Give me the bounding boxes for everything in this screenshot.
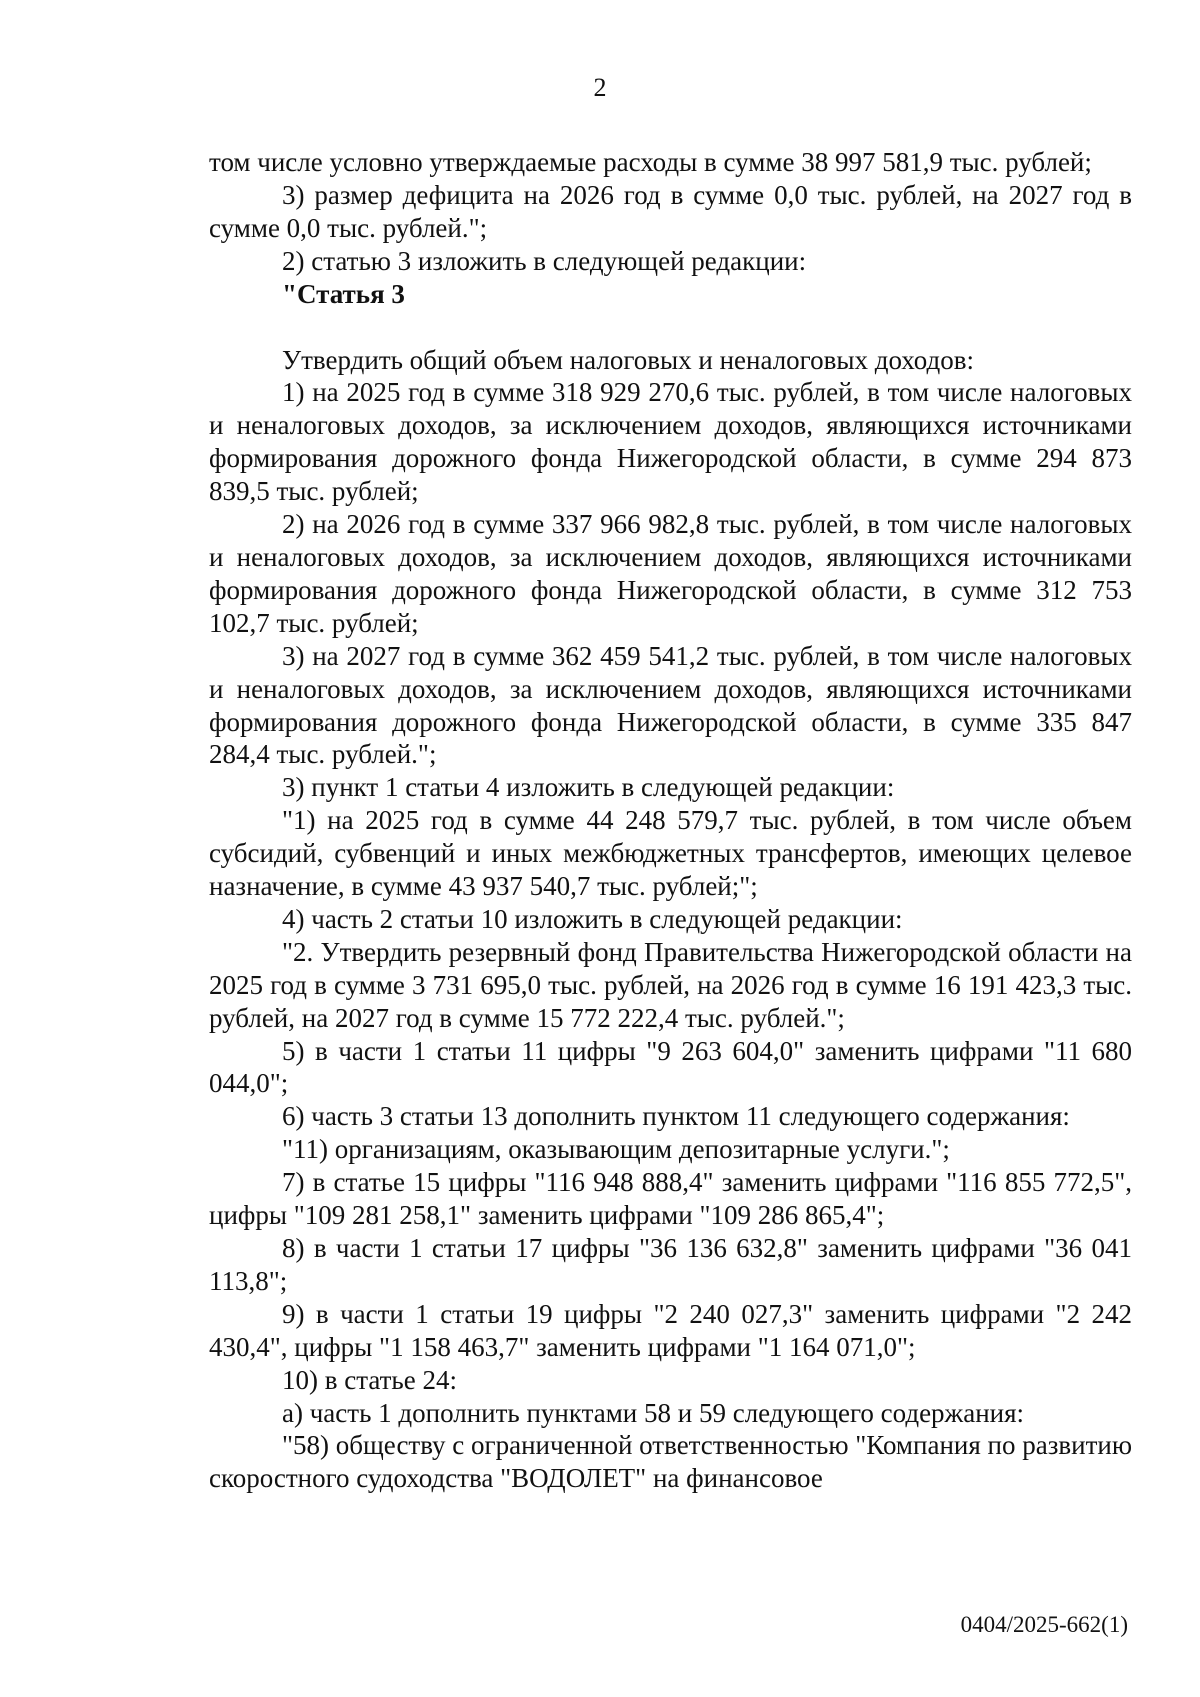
- paragraph-article10-intro: 4) часть 2 статьи 10 изложить в следующей редакции:: [282, 903, 903, 934]
- paragraph-article24-intro: 10) в статье 24:: [282, 1364, 457, 1395]
- paragraph-article4-text: "1) на 2025 год в сумме 44 248 579,7 тыс. рублей, в том числе объем субсидий, субвенций и иных межбюджетных трансфертов, имеющих целевое назначение, в сумме 43 937 540,7 тыс. рублей;";: [209, 805, 1132, 902]
- document-body: [209, 146, 1132, 1495]
- paragraph-reserve-fund: "2. Утвердить резервный фонд Правительства Нижегородской области на 2025 год в сумме 3 731 695,0 тыс. рублей, на 2026 год в сумме 16 191 423,3 тыс. рублей, на 2027 год в сумме 15 772 222,4 тыс. рублей.";: [209, 936, 1132, 1033]
- paragraph-article15: 7) в статье 15 цифры "116 948 888,4" заменить цифрами "116 855 772,5", цифры "109 281 258,1" заменить цифрами "109 286 865,4";: [209, 1167, 1132, 1231]
- document-code: 0404/2025-662(1): [960, 1612, 1128, 1637]
- paragraph-article3-intro: 2) статью 3 изложить в следующей редакции:: [282, 245, 807, 276]
- spacer: [209, 311, 1132, 344]
- paragraph-article24-part1: а) часть 1 дополнить пунктами 58 и 59 следующего содержания:: [282, 1397, 1025, 1428]
- paragraph-revenue-2027: 3) на 2027 год в сумме 362 459 541,2 тыс. рублей, в том числе налоговых и неналоговых доходов, за исключением доходов, являющихся источниками формирования дорожного фонда Нижегородской области, в сумме 335 847 284,4 тыс. рублей.";: [209, 640, 1132, 770]
- paragraph-article13-intro: 6) часть 3 статьи 13 дополнить пунктом 11 следующего содержания:: [282, 1101, 1070, 1132]
- paragraph-revenue-intro: Утвердить общий объем налоговых и неналоговых доходов:: [282, 344, 974, 375]
- paragraph-item58: "58) обществу с ограниченной ответственностью "Компания по развитию скоростного судоходства "ВОДОЛЕТ" на финансовое: [209, 1430, 1132, 1494]
- paragraph-revenue-2026: 2) на 2026 год в сумме 337 966 982,8 тыс. рублей, в том числе налоговых и неналоговых доходов, за исключением доходов, являющихся источниками формирования дорожного фонда Нижегородской области, в сумме 312 753 102,7 тыс. рублей;: [209, 509, 1132, 638]
- paragraph-deficit: 3) размер дефицита на 2026 год в сумме 0,0 тыс. рублей, на 2027 год в сумме 0,0 тыс. рублей.";: [209, 179, 1132, 243]
- paragraph-article11: 5) в части 1 статьи 11 цифры "9 263 604,0" заменить цифрами "11 680 044,0";: [209, 1035, 1132, 1099]
- page-number: 2: [593, 73, 607, 102]
- paragraph-article17: 8) в части 1 статьи 17 цифры "36 136 632,8" заменить цифрами "36 041 113,8";: [209, 1233, 1132, 1296]
- article-heading: "Статья 3: [282, 278, 405, 309]
- paragraph-article19: 9) в части 1 статьи 19 цифры "2 240 027,3" заменить цифрами "2 242 430,4", цифры "1 158 463,7" заменить цифрами "1 164 071,0";: [209, 1298, 1132, 1362]
- paragraph-article13-text: "11) организациям, оказывающим депозитарные услуги.";: [282, 1134, 950, 1165]
- paragraph-article4-intro: 3) пункт 1 статьи 4 изложить в следующей редакции:: [282, 772, 895, 803]
- paragraph-continuation: том числе условно утверждаемые расходы в сумме 38 997 581,9 тыс. рублей;: [209, 147, 1092, 177]
- paragraph-revenue-2025: 1) на 2025 год в сумме 318 929 270,6 тыс. рублей, в том числе налоговых и неналоговых доходов, за исключением доходов, являющихся источниками формирования дорожного фонда Нижегородской области, в сумме 294 873 839,5 тыс. рублей;: [209, 377, 1132, 507]
